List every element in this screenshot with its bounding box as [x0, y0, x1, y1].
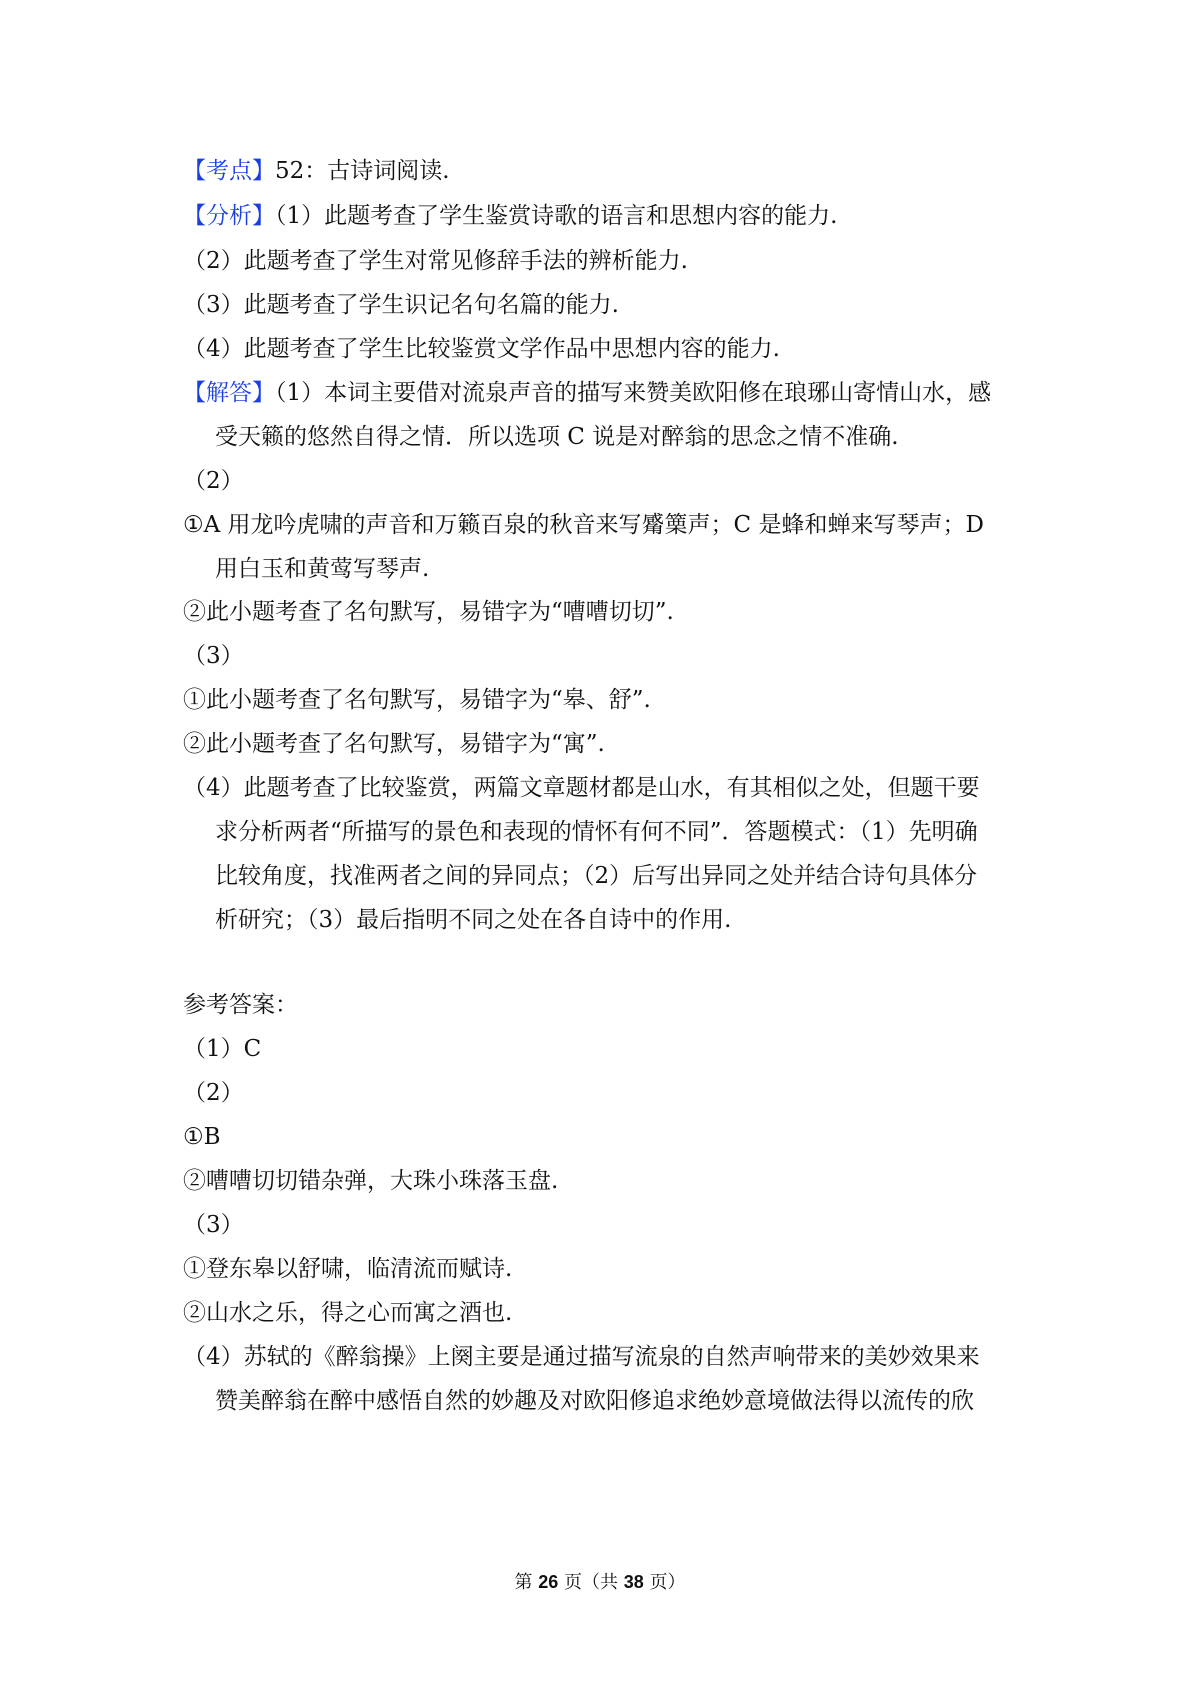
jieda-p4-line1: （4）此题考查了比较鉴赏，两篇文章题材都是山水，有其相似之处，但题干要	[183, 775, 980, 801]
fenxi-line-3: （3）此题考查了学生识记名句名篇的能力.	[183, 292, 619, 318]
footer-total-pages: 38	[623, 1572, 644, 1592]
fenxi-tag: 【分析】	[183, 203, 275, 229]
footer-pre: 第	[514, 1572, 539, 1593]
page-footer	[0, 1568, 1200, 1594]
jieda-p4-line3: 比较角度，找准两者之间的异同点；（2）后写出异同之处并结合诗句具体分	[215, 863, 978, 889]
answer-1: （1）C	[183, 1036, 262, 1062]
jieda-p2-a-line2: 用白玉和黄莺写琴声.	[215, 556, 430, 582]
kaodian-text: 52：古诗词阅读.	[275, 158, 450, 184]
answer-4-line2: 赞美醉翁在醉中感悟自然的妙趣及对欧阳修追求绝妙意境做法得以流传的欣	[215, 1388, 974, 1414]
answer-3-head: （3）	[183, 1212, 244, 1238]
fenxi-line-1	[183, 201, 1023, 231]
answer-2-1: ①B	[183, 1124, 221, 1150]
jieda-p3-head: （3）	[183, 643, 244, 669]
answer-3-2: ②山水之乐，得之心而寓之酒也.	[183, 1300, 513, 1326]
fenxi-line-2: （2）此题考查了学生对常见修辞手法的辨析能力.	[183, 248, 688, 274]
jieda-tag: 【解答】	[183, 380, 275, 406]
answer-2-2: ②嘈嘈切切错杂弹，大珠小珠落玉盘.	[183, 1168, 559, 1194]
answers-heading: 参考答案：	[183, 992, 298, 1018]
jieda-p2-a-line1: ①A 用龙吟虎啸的声音和万籁百泉的秋音来写觱篥声；C 是蜂和蝉来写琴声；D	[183, 512, 984, 538]
jieda-p1-line1: （1）本词主要借对流泉声音的描写来赞美欧阳修在琅琊山寄情山水，感	[275, 380, 992, 406]
jieda-line-1	[183, 378, 1023, 408]
answer-3-1: ①登东皋以舒啸，临清流而赋诗.	[183, 1256, 513, 1282]
kaodian-line	[183, 156, 1023, 186]
footer-current-page: 26	[538, 1572, 559, 1592]
footer-mid: 页（共	[558, 1572, 624, 1593]
jieda-p3-a: ①此小题考查了名句默写，易错字为“皋、舒”.	[183, 687, 651, 713]
footer-post: 页）	[643, 1572, 686, 1593]
jieda-p4-line2: 求分析两者“所描写的景色和表现的情怀有何不同”．答题模式：（1）先明确	[215, 819, 978, 845]
jieda-p2-b: ②此小题考查了名句默写，易错字为“嘈嘈切切”.	[183, 599, 674, 625]
jieda-p2-head: （2）	[183, 468, 244, 494]
jieda-p3-b: ②此小题考查了名句默写，易错字为“寓”.	[183, 731, 605, 757]
answer-4-line1: （4）苏轼的《醉翁操》上阕主要是通过描写流泉的自然声响带来的美妙效果来	[183, 1344, 980, 1370]
answer-2-head: （2）	[183, 1080, 244, 1106]
fenxi-line-4: （4）此题考查了学生比较鉴赏文学作品中思想内容的能力.	[183, 336, 780, 362]
kaodian-tag: 【考点】	[183, 158, 275, 184]
fenxi-text-1: （1）此题考查了学生鉴赏诗歌的语言和思想内容的能力.	[275, 203, 838, 229]
jieda-p1-line2: 受天籁的悠然自得之情．所以选项 C 说是对醉翁的思念之情不准确.	[215, 424, 899, 450]
jieda-p4-line4: 析研究；（3）最后指明不同之处在各自诗中的作用.	[215, 907, 732, 933]
